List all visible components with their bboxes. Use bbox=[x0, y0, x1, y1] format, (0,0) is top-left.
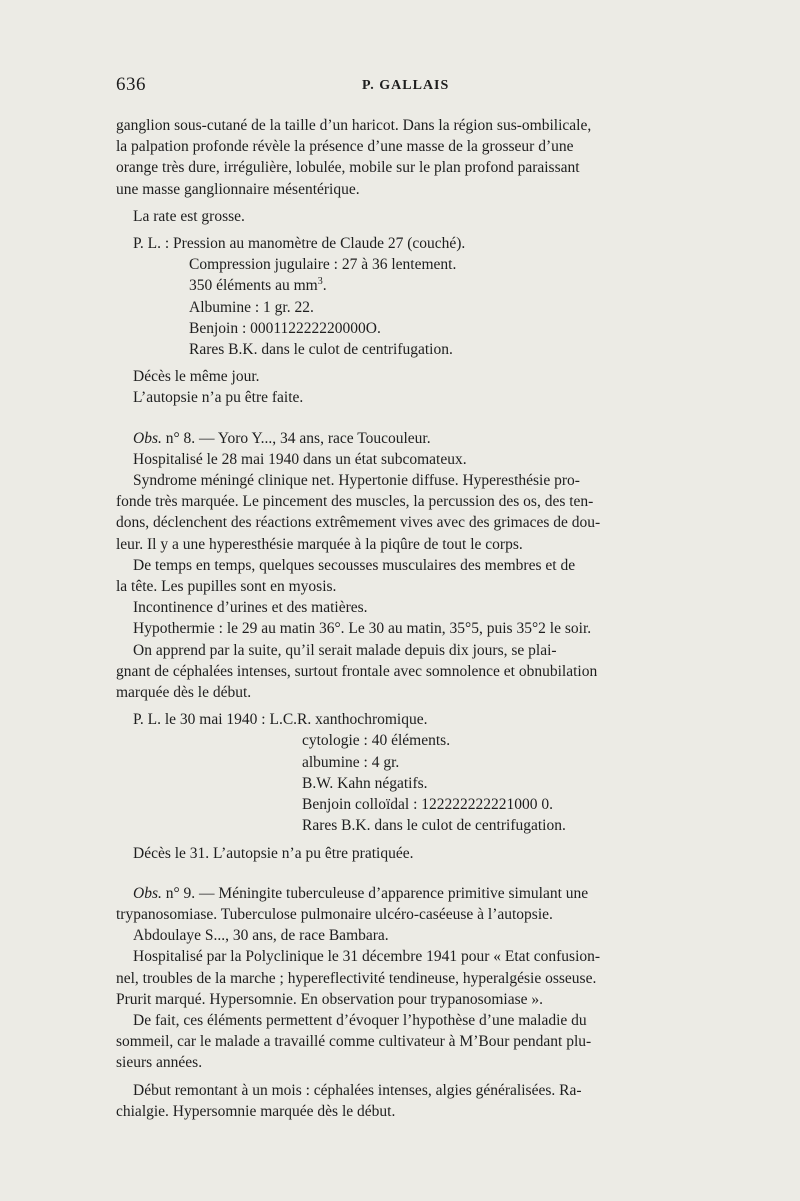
text-line: Compression jugulaire : 27 à 36 lentement. bbox=[189, 256, 457, 274]
text-line: ganglion sous-cutané de la taille d’un haricot. Dans la région sus-ombilicale, bbox=[116, 117, 592, 134]
text-line: L’autopsie n’a pu être faite. bbox=[133, 389, 304, 407]
text-line: Benjoin colloïdal : 122222222221000 0. bbox=[302, 796, 553, 814]
text-line: B.W. Kahn négatifs. bbox=[302, 774, 428, 792]
text-line: Hospitalisé par la Polyclinique le 31 décembre 1941 pour « Etat confusion- bbox=[133, 948, 601, 966]
text-line: gnant de céphalées intenses, surtout frontale avec somnolence et obnubilation bbox=[116, 662, 598, 680]
text-line: la tête. Les pupilles sont en myosis. bbox=[116, 578, 337, 596]
text-line: leur. Il y a une hyperesthésie marquée à la piqûre de tout le corps. bbox=[116, 535, 523, 553]
text-line: sommeil, car le malade a travaillé comme cultivateur à M’Bour pendant plu- bbox=[116, 1033, 592, 1051]
text-line: marquée dès le début. bbox=[116, 684, 252, 702]
text-line: Albumine : 1 gr. 22. bbox=[189, 298, 314, 316]
page-header bbox=[116, 74, 698, 98]
page-number: 636 bbox=[116, 74, 146, 95]
text-line: La rate est grosse. bbox=[133, 207, 245, 225]
text-line: Rares B.K. dans le culot de centrifugation. bbox=[189, 341, 453, 359]
text-line: Rares B.K. dans le culot de centrifugation. bbox=[302, 817, 566, 835]
text-line: Hospitalisé le 28 mai 1940 dans un état subcomateux. bbox=[133, 450, 467, 468]
text-line: cytologie : 40 éléments. bbox=[302, 732, 451, 750]
text-line: 350 éléments au $mm^3$. bbox=[189, 276, 327, 295]
text-line: chialgie. Hypersomnie marquée dès le début. bbox=[116, 1102, 396, 1120]
text-line: Obs. n° 9. — Méningite tuberculeuse d’apparence primitive simulant une bbox=[133, 884, 589, 902]
text-line: Prurit marqué. Hypersomnie. En observation pour trypanosomiase ». bbox=[116, 990, 544, 1008]
text-line: nel, troubles de la marche ; hypereflectivité tendineuse, hyperalgésie osseuse. bbox=[116, 969, 597, 987]
text-line: De temps en temps, quelques secousses musculaires des membres et de bbox=[133, 556, 576, 574]
text-line: P. L. : Pression au manomètre de Claude 27 (couché). bbox=[133, 235, 466, 253]
text-line: Décès le 31. L’autopsie n’a pu être pratiquée. bbox=[133, 844, 414, 862]
text-line: De fait, ces éléments permettent d’évoquer l’hypothèse d’une maladie du bbox=[133, 1011, 587, 1029]
text-line: orange très dure, irrégulière, lobulée, mobile sur le plan profond paraissant bbox=[116, 159, 580, 177]
text-line: Décès le même jour. bbox=[133, 368, 260, 386]
body-text bbox=[116, 115, 700, 1122]
text-line: P. L. le 30 mai 1940 : L.C.R. xanthochromique. bbox=[133, 711, 428, 729]
text-line: albumine : 4 gr. bbox=[302, 753, 400, 771]
text-line: On apprend par la suite, qu’il serait malade depuis dix jours, se plai- bbox=[133, 641, 557, 659]
text-line: Début remontant à un mois : céphalées intenses, algies généralisées. Ra- bbox=[133, 1081, 582, 1099]
text-line: la palpation profonde révèle la présence d’une masse de la grosseur d’une bbox=[116, 138, 574, 156]
text-line: trypanosomiase. Tuberculose pulmonaire ulcéro-caséeuse à l’autopsie. bbox=[116, 905, 553, 923]
text-line: une masse ganglionnaire mésentérique. bbox=[116, 180, 360, 198]
text-line: dons, déclenchent des réactions extrêmement vives avec des grimaces de dou- bbox=[116, 514, 601, 532]
text-line: Obs. n° 8. — Yoro Y..., 34 ans, race Toucouleur. bbox=[133, 429, 431, 447]
text-line: fonde très marquée. Le pincement des muscles, la percussion des os, des ten- bbox=[116, 493, 594, 511]
text-line: Abdoulaye S..., 30 ans, de race Bambara. bbox=[133, 927, 389, 945]
text-line: Hypothermie : le 29 au matin 36°. Le 30 au matin, 35°5, puis 35°2 le soir. bbox=[133, 620, 592, 638]
text-line: Incontinence d’urines et des matières. bbox=[133, 599, 368, 617]
running-head: P. GALLAIS bbox=[362, 78, 450, 93]
text-line: Benjoin : 000112222220000O. bbox=[189, 319, 381, 337]
text-line: sieurs années. bbox=[116, 1054, 203, 1072]
text-line: Syndrome méningé clinique net. Hypertonie diffuse. Hyperesthésie pro- bbox=[133, 472, 580, 490]
